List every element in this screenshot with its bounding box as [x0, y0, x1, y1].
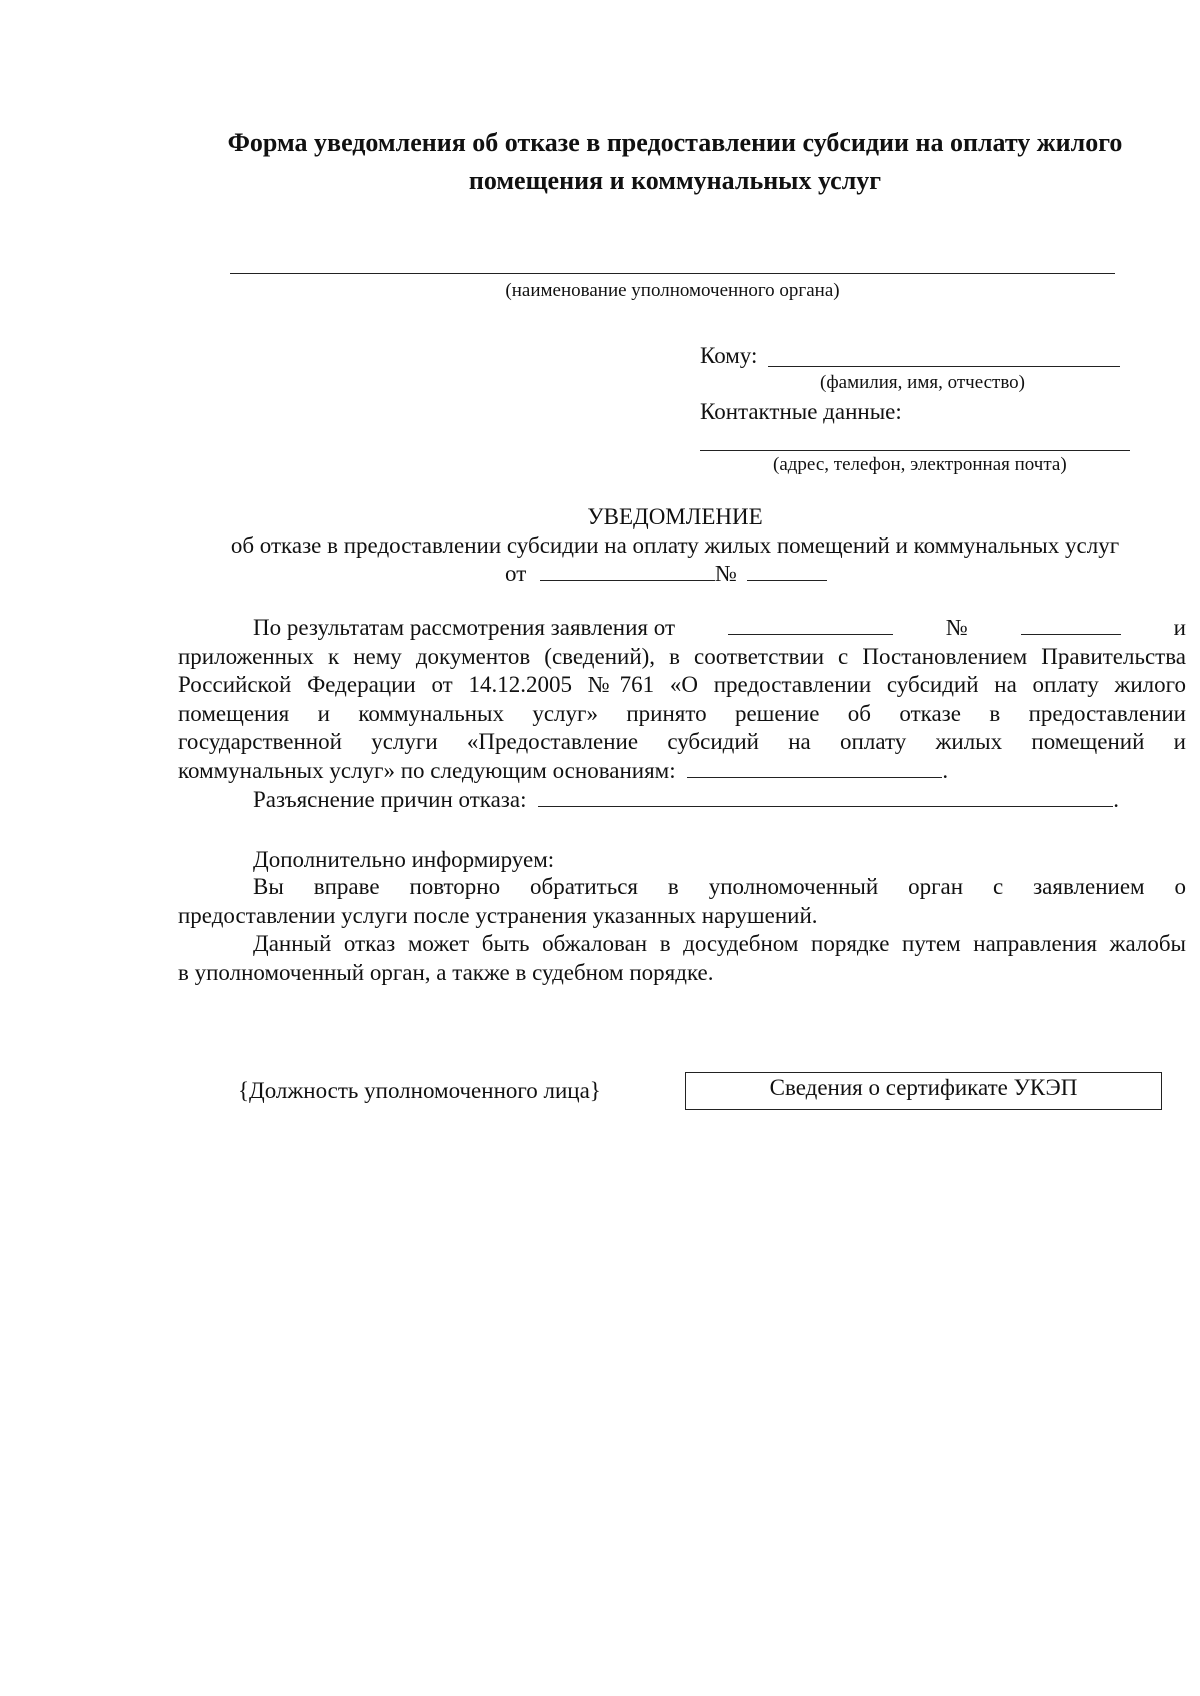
reasons-row: [178, 786, 1186, 815]
notice-date-field[interactable]: [540, 560, 715, 581]
notice-number-field[interactable]: [747, 560, 827, 581]
reasons-field[interactable]: [538, 786, 1113, 807]
decision-row-6: [178, 757, 1186, 786]
certificate-info: Сведения о сертификате УКЭП: [769, 1075, 1078, 1100]
authority-name-line: [230, 273, 1115, 274]
decision-row-5: государственной услуги «Предоставление субсидий на оплату жилых помещений и: [178, 729, 1186, 755]
grounds-field[interactable]: [687, 757, 942, 778]
decision-row-2: приложенных к нему документов (сведений), в соответствии с Постановлением Правительства: [178, 643, 1186, 669]
authorized-person-position: {Должность уполномоченного лица}: [238, 1078, 601, 1103]
recipient-name-caption: (фамилия, имя, отчество): [820, 372, 1026, 393]
contacts-caption: (адрес, телефон, электронная почта): [773, 454, 1067, 475]
application-number-sign: №: [945, 615, 968, 640]
application-from-label: По результатам рассмотрения заявления от: [253, 615, 675, 640]
notice-subheading: об отказе в предоставлении субсидии на оплату жилых помещений и коммунальных услуг: [230, 533, 1120, 558]
form-title: [170, 124, 1180, 200]
form-title-line-2: помещения и коммунальных услуг: [468, 166, 882, 195]
grounds-label: коммунальных услуг» по следующим основаниям:: [178, 757, 676, 783]
and-word: и: [1173, 615, 1186, 640]
additional-info-label: Дополнительно информируем:: [253, 847, 555, 872]
decision-row-3: Российской Федерации от 14.12.2005 №761 «О предоставлении субсидий на оплату жилого: [178, 672, 1186, 698]
contacts-line[interactable]: [700, 450, 1130, 451]
application-number-field[interactable]: [1021, 614, 1121, 635]
appeal-row-1: Данный отказ может быть обжалован в досудебном порядке путем направления жалобы: [253, 931, 1186, 956]
reasons-end: .: [1113, 786, 1119, 812]
notice-heading: УВЕДОМЛЕНИЕ: [587, 504, 763, 529]
contacts-label: Контактные данные:: [700, 399, 902, 424]
reasons-label: Разъяснение причин отказа:: [253, 786, 527, 812]
notice-date-number: [505, 560, 827, 588]
reapply-paragraph: [178, 873, 1186, 930]
decision-paragraph: [178, 614, 1186, 814]
authority-name-caption: (наименование уполномоченного органа): [505, 280, 840, 301]
appeal-row-2: в уполномоченный орган, а также в судебном порядке.: [178, 959, 714, 985]
grounds-end: .: [942, 757, 949, 783]
notice-number-sign: №: [715, 561, 737, 586]
decision-row-4: помещения и коммунальных услуг» принято решение об отказе в предоставлении: [178, 700, 1186, 726]
decision-row-1: [178, 614, 1186, 643]
notice-date-prefix: от: [505, 561, 527, 586]
reapply-row-2: предоставлении услуги после устранения указанных нарушений.: [178, 902, 818, 928]
recipient-name-line[interactable]: [768, 366, 1120, 367]
form-title-line-1: Форма уведомления об отказе в предоставлении субсидии на оплату жилого: [227, 128, 1123, 157]
appeal-paragraph: [178, 930, 1186, 987]
reapply-row-1: Вы вправе повторно обратиться в уполномоченный орган с заявлением о: [253, 874, 1186, 899]
certificate-box: [685, 1072, 1162, 1110]
recipient-to-label: Кому:: [700, 343, 758, 368]
application-date-field[interactable]: [728, 614, 893, 635]
